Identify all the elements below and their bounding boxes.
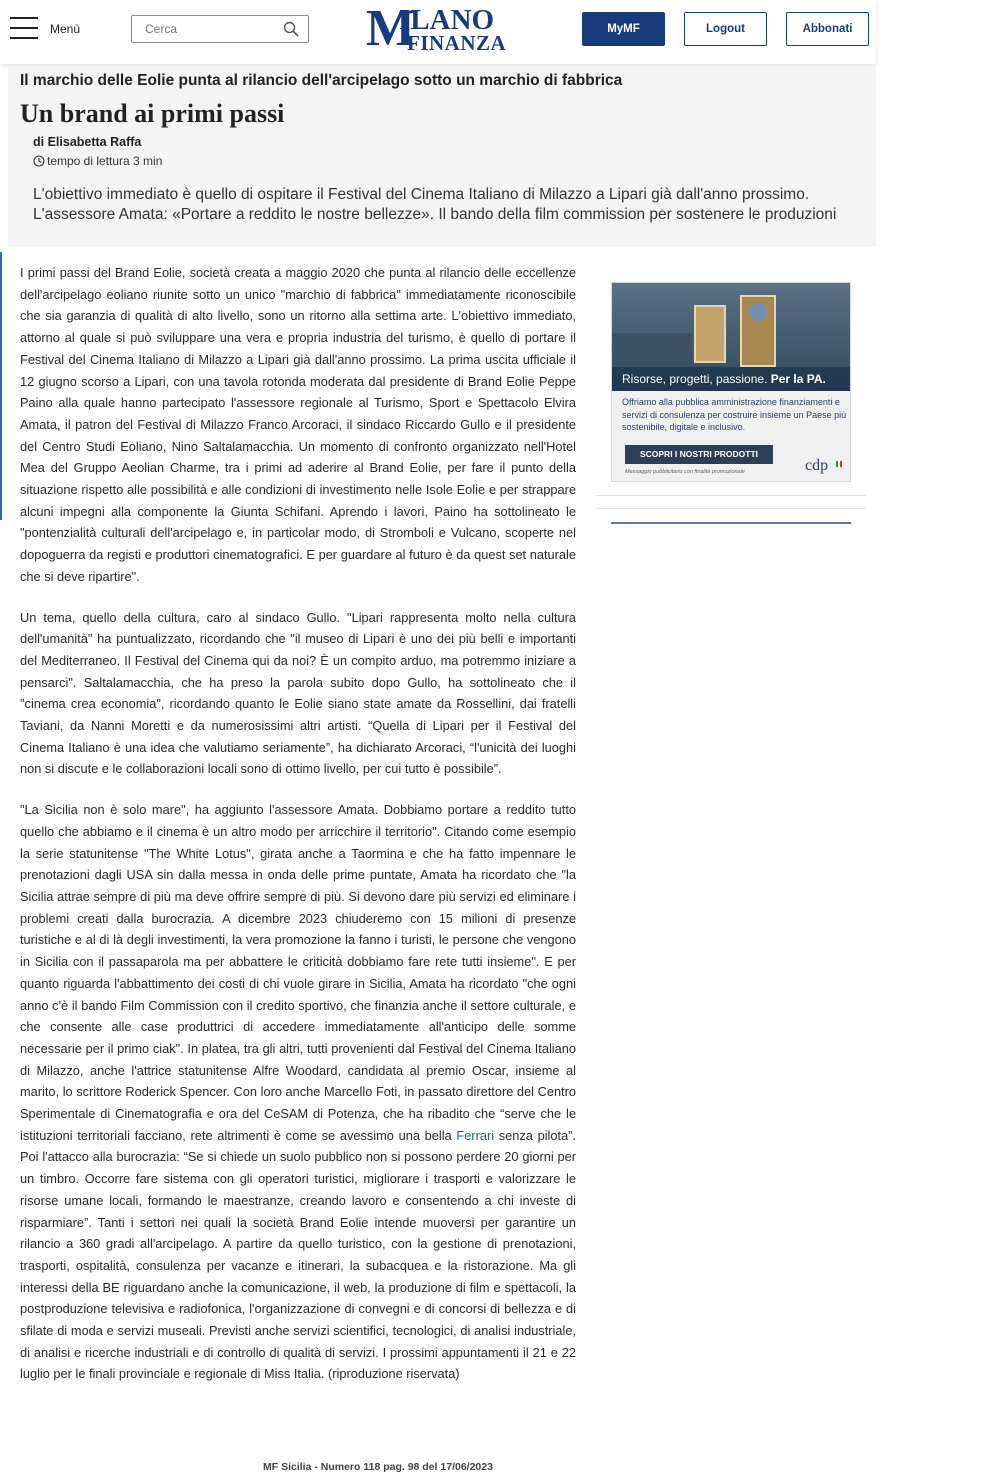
abbonati-button[interactable]: Abbonati <box>786 12 869 46</box>
ad-tagline-regular: Risorse, progetti, passione. <box>622 372 768 386</box>
ad-cta-button[interactable]: SCOPRI I NOSTRI PRODOTTI <box>625 445 773 464</box>
article-paragraph: I primi passi del Brand Eolie, società creata a maggio 2020 che punta al rilancio delle eccellenze dell'arcipelago eoliano riunite sotto un unico "marchio di fabbrica" immediatamente riconoscibile che sia garanzia di qualità di alto livello, sono un ritorno alla settima arte. L'obiettivo immediato, attorno al quale si può sviluppare una vera e propria industria del turismo, è quello di portare il Festival del Cinema Italiano di Milazzo a Lipari già dall'anno prossimo. La prima uscita ufficiale il 12 giugno scorso a Lipari, con una tavola rotonda moderata dal presidente di Brand Eolie Peppe Paino alla quale hanno partecipato l'assessore regionale al Turismo, Sport e Spettacolo Elvira Amata, il patron del Festival di Milazzo Franco Arcoraci, il sindaco Riccardo Gullo e il presidente del Centro Studi Eoliano, Nino Saltalamacchia. Un momento di confronto organizzato nell'Hotel Mea del Gruppo Aeolian Charme, tra i primi ad aderire al Brand Eolie, per fare il punto della situazione rispetto alle possibilità e alle condizioni di investimento nelle Isole Eolie e per strappare alcuni impegni alla componente la Giunta Schifani. Aprendo i lavori, Paino ha sottolineato le "pontenzialità culturali dell'arcipelago e, in particolar modo, di Stromboli e Vulcano, scoperte nel dopoguerra da registi e produttori cinematografici. E per guardare al futuro è da quest set naturale che si deve ripartire". <box>20 265 576 584</box>
milano-finanza-logo[interactable] <box>366 0 518 57</box>
mymf-button[interactable]: MyMF <box>582 12 665 46</box>
article-title: Un brand ai primi passi <box>20 99 285 128</box>
left-accent-stripe <box>0 252 2 520</box>
logo-word-milano: ILANO <box>399 4 495 36</box>
article-summary: L'obiettivo immediato è quello di ospitare il Festival del Cinema Italiano di Milazzo a Lipari già dall'anno prossimo. L'assessore Amata: «Portare a reddito le nostre bellezze». Il bando della film commission per sostenere le produzioni <box>33 186 837 223</box>
ad-disclaimer: Messaggio pubblicitario con finalità promozionale <box>625 469 745 475</box>
cdp-logo-text: cdp <box>805 457 829 474</box>
article-body <box>20 262 576 1404</box>
paragraph-text: "La Sicilia non è solo mare", ha aggiunto l'assessore Amata. Dobbiamo portare a reddito tutto quello che abbiamo e il cinema è un altro modo per arricchire il territorio". Citando come esempio la serie statunitense "The White Lotus", girata anche a Taormina e che ha fatto impennare le prenotazioni dagli USA sin dalla messa in onda delle prime puntate, Amata ha ricordato che "la Sicilia attrae sempre di più ma deve offrire sempre di più. Si devono dare più servizi ed eliminare i problemi creati dalla burocrazia. A dicembre 2023 chiuderemo con 15 milioni di presenze turistiche e al di là degli investimenti, la vera promozione la fanno i turisti, le persone che vengono in Sicilia con il passaparola ma per abbattere le criticità dobbiamo fare rete tutti insieme". E per quanto riguarda l'abbattimento dei costi di chi vuole girare in Sicilia, Amata ha ricordato "che ogni anno c'è il bando Film Commission con il credito sportivo, che finanzia anche il settore culturale, e che consente alle case produttrici di accedere immediatamente all'anticipo delle somme necessarie per il primo ciak". In platea, tra gli altri, tutti provenienti dal Festival del Cinema Italiano di Milazzo, anche l'attrice statunitense Alfre Woodard, candidata al premio Oscar, insieme al marito, lo scrittore Roderick Spencer. Con loro anche Marcello Foti, in passato direttore del Centro Sperimentale di Cinematografia e ora del CeSAM di Potenza, che ha ribadito che “serve che le istituzioni territoriali facciano, rete altrimenti è come se avessimo una bella <box>20 802 576 1143</box>
logo-letter-m: M <box>366 0 416 57</box>
ad-text: Offriamo alla pubblica amministrazione finanziamenti e servizi di consulenza per costruire insieme un Paese più sostenibile, digitale e inclusivo. <box>622 397 847 432</box>
clock-icon <box>33 155 45 167</box>
article-author: di Elisabetta Raffa <box>33 135 142 149</box>
sidebar-divider <box>596 495 866 496</box>
reading-time <box>33 154 162 168</box>
sidebar-divider <box>611 522 851 524</box>
search-input[interactable] <box>132 16 278 42</box>
article-paragraph <box>20 799 576 1385</box>
reading-time-label: tempo di lettura 3 min <box>47 154 163 168</box>
article-header <box>8 67 876 247</box>
menu-label[interactable]: Menù <box>50 22 81 36</box>
paragraph-text: senza pilota”. Poi l'attacco alla burocrazia: “Se si chiede un suolo pubblico non si possono perdere 20 giorni per un timbro. Occorre fare sistema con gli operatori turistici, migliorare i trasporti e valorizzare le risorse umane locali, formando le maestranze, creando lavoro e consentendo a chi investe di risparmiare”. Tanti i settori nei quali la società Brand Eolie intende muoversi per garantire un rilancio a 360 gradi all'arcipelago. A partire da quello turistico, con la gestione di prenotazioni, trasporti, ospitalità, consulenza per vacanze e itinerari, la subacquea e la ristorazione. Ma gli interessi della BE riguardano anche la comunicazione, il web, la produzione di film e spettacoli, la postproduzione televisiva e radiofonica, l'organizzazione di convegni e di concorsi di bellezza e di sfilate di moda e servizi museali. Previsti anche servizi scientifici, tecnologici, di analisi industriale, di analisi e ricerche industriali e di controllo di qualità di servizi. I prossimi appuntamenti il 21 e 22 luglio per le finali provinciale e regionale di Miss Italia. (riproduzione riservata) <box>20 1127 576 1382</box>
ad-tagline-bold: Per la PA. <box>770 372 826 386</box>
article-kicker: Il marchio delle Eolie punta al rilancio dell'arcipelago sotto un marchio di fabbrica <box>20 72 623 89</box>
cdp-logo <box>805 457 828 475</box>
sidebar-divider <box>596 508 866 509</box>
logo-word-finanza: FINANZA <box>407 31 507 55</box>
article-paragraph: Un tema, quello della cultura, caro al sindaco Gullo. "Lipari rappresenta molto nella cultura dell'umanità" ha puntualizzato, ricordando che "il museo di Lipari è uno dei più belli e importanti del Mediterraneo. Il Festival del Cinema qui da noi? È un compito arduo, ma potremmo iniziare a pensarci". Saltalamacchia, che ha preso la parola subito dopo Gullo, ha sottolineato che il "cinema crea economia", ricordando quanto le Eolie siano state amate da Rossellini, dai fratelli Taviani, da Nanni Moretti e da numerosissimi altri artisti. “Quella di Lipari per il Festival del Cinema Italiano è una idea che valutiamo seriamente”, ha dichiarato Arcoraci, “l'unicità dei luoghi non si discute e le collaborazioni locali sono di ottimo livello, per cui tutto è possibile”. <box>20 609 576 777</box>
cdp-advertisement[interactable] <box>611 282 851 482</box>
search-icon[interactable] <box>283 21 299 37</box>
hamburger-menu-icon[interactable] <box>10 17 38 41</box>
ferrari-link[interactable]: Ferrari <box>456 1127 495 1143</box>
ad-tagline <box>612 367 851 391</box>
italian-flag-icon <box>836 461 842 467</box>
article-source: MF Sicilia - Numero 118 pag. 98 del 17/06/2023 <box>263 1461 493 1473</box>
search-box <box>131 15 309 43</box>
site-header <box>0 0 876 64</box>
logout-button[interactable]: Logout <box>684 12 767 46</box>
